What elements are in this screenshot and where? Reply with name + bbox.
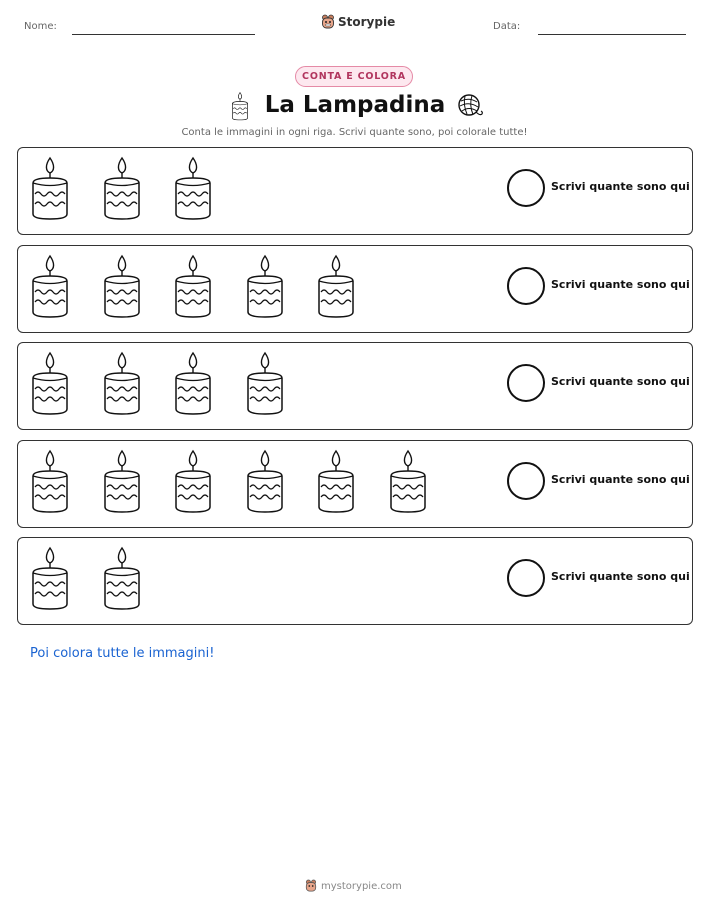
- storypie-logo-icon: [321, 14, 335, 30]
- storypie-logo-icon: [305, 879, 317, 893]
- page-title: La Lampadina: [264, 92, 446, 118]
- candle-icon[interactable]: [102, 156, 142, 220]
- footer-site: mystorypie.com: [321, 880, 402, 892]
- candle-icon[interactable]: [173, 254, 213, 318]
- yarn-ball-icon: [456, 92, 484, 120]
- candle-icon[interactable]: [30, 254, 70, 318]
- candle-icon[interactable]: [30, 449, 70, 513]
- candle-icon[interactable]: [102, 254, 142, 318]
- answer-label: Scrivi quante sono qui: [551, 472, 690, 486]
- counting-row: [17, 537, 693, 625]
- answer-circle[interactable]: [507, 462, 545, 500]
- candle-icon[interactable]: [102, 546, 142, 610]
- answer-circle[interactable]: [507, 559, 545, 597]
- candle-icon[interactable]: [102, 351, 142, 415]
- candle-icon[interactable]: [30, 351, 70, 415]
- answer-circle[interactable]: [507, 267, 545, 305]
- date-line[interactable]: [538, 34, 686, 35]
- candle-icon[interactable]: [173, 351, 213, 415]
- answer-label: Scrivi quante sono qui: [551, 277, 690, 291]
- candle-icon[interactable]: [245, 449, 285, 513]
- candle-icon[interactable]: [316, 254, 356, 318]
- candle-icon[interactable]: [30, 156, 70, 220]
- counting-row: [17, 440, 693, 528]
- counting-row: [17, 342, 693, 430]
- candle-icon[interactable]: [173, 449, 213, 513]
- worksheet-header: [0, 14, 709, 44]
- name-label: Nome:: [24, 21, 57, 32]
- storypie-brand: [321, 14, 395, 30]
- counting-row: [17, 147, 693, 235]
- candle-icon[interactable]: [316, 449, 356, 513]
- answer-circle[interactable]: [507, 364, 545, 402]
- answer-label: Scrivi quante sono qui: [551, 570, 690, 583]
- name-line[interactable]: [72, 34, 255, 35]
- candle-icon[interactable]: [102, 449, 142, 513]
- brand-name: Storypie: [338, 15, 396, 29]
- date-label: Data:: [493, 21, 521, 32]
- activity-badge: CONTA E COLORA: [295, 66, 413, 87]
- answer-label: Scrivi quante sono qui: [551, 375, 690, 388]
- candle-icon: [231, 91, 249, 121]
- candle-icon[interactable]: [173, 156, 213, 220]
- candle-icon[interactable]: [245, 351, 285, 415]
- answer-label: Scrivi quante sono qui: [551, 180, 690, 193]
- instructions: Conta le immagini in ogni riga. Scrivi quante sono, poi colorale tutte!: [181, 127, 528, 138]
- footer-note: Poi colora tutte le immagini!: [30, 646, 215, 661]
- footer: [305, 879, 402, 893]
- candle-icon[interactable]: [30, 546, 70, 610]
- candle-icon[interactable]: [245, 254, 285, 318]
- counting-row: [17, 245, 693, 333]
- candle-icon[interactable]: [388, 449, 428, 513]
- answer-circle[interactable]: [507, 169, 545, 207]
